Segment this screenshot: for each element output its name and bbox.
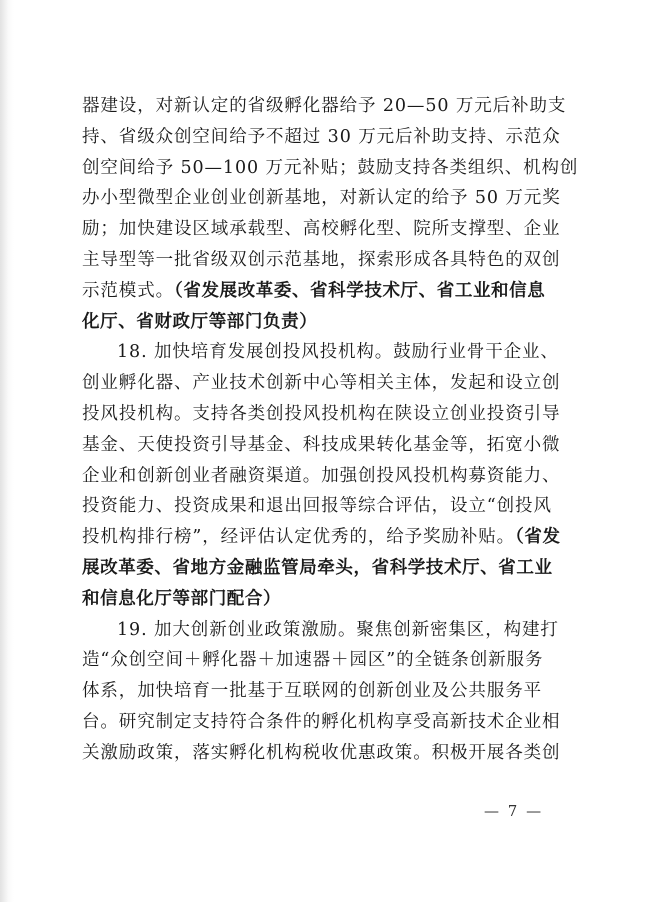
responsible-depts: （省发展改革委、省科学技术厅、省工业和信息	[174, 280, 546, 301]
text-line: 创业孵化器、产业技术创新中心等相关主体，发起和设立创	[82, 373, 561, 394]
document-body	[82, 91, 579, 769]
text-line	[82, 553, 572, 584]
page-number: — 7 —	[484, 802, 544, 820]
text-line: 办小型微型企业创业创新基地，对新认定的给予 50 万元奖	[82, 188, 561, 209]
item-19-heading: 19. 加大创新创业政策激励。聚焦创新密集区，构建打	[117, 619, 559, 640]
text-line: 器建设，对新认定的省级孵化器给予 20—50 万元后补助支	[82, 96, 567, 116]
responsible-depts: 化厅、省财政厅等部门负责）	[82, 311, 318, 332]
text-line: 励；加快建设区域承载型、高校孵化型、院所支撑型、企业	[82, 219, 561, 240]
responsible-depts: 展改革委、省地方金融监管局牵头，省科学技术厅、省工业	[82, 557, 553, 578]
text-line: 投资能力、投资成果和退出回报等综合评估，设立“创投风	[82, 496, 552, 517]
text-line: 造“众创空间＋孵化器＋加速器＋园区”的全链条创新服务	[82, 650, 544, 671]
text-line: 投机构排行榜”，经评估认定优秀的，给予奖励补贴。（省发	[82, 527, 561, 548]
responsible-depts: （省发	[515, 527, 561, 548]
text-line: 体系，加快培育一批基于互联网的创新创业及公共服务平	[82, 681, 542, 702]
text-line: 示范模式。（省发展改革委、省科学技术厅、省工业和信息	[82, 280, 546, 301]
scan-page-edge	[0, 0, 14, 902]
text-line: 企业和创新创业者融资渠道。加强创投风投机构募资能力、	[82, 465, 561, 486]
text-line: 持、省级众创空间给予不超过 30 万元后补助支持、示范众	[82, 126, 561, 147]
item-18-heading: 18. 加快培育发展创投风投机构。鼓励行业骨干企业、	[117, 342, 559, 363]
text-line: 主导型等一批省级双创示范基地，探索形成各具特色的双创	[82, 249, 561, 270]
text-line	[82, 584, 572, 615]
text-line: 基金、天使投资引导基金、科技成果转化基金等，拓宽小微	[82, 434, 561, 455]
responsible-depts: 和信息化厅等部门配合）	[82, 588, 282, 609]
text-line: 台。研究制定支持符合条件的孵化机构享受高新技术企业相	[82, 711, 561, 732]
text-line: 关激励政策，落实孵化机构税收优惠政策。积极开展各类创	[82, 742, 561, 763]
text-line: 投风投机构。支持各类创投风投机构在陕设立创业投资引导	[82, 403, 561, 424]
text-line	[82, 307, 572, 338]
text-line: 创空间给予 50—100 万元补贴；鼓励支持各类组织、机构创	[82, 157, 579, 178]
